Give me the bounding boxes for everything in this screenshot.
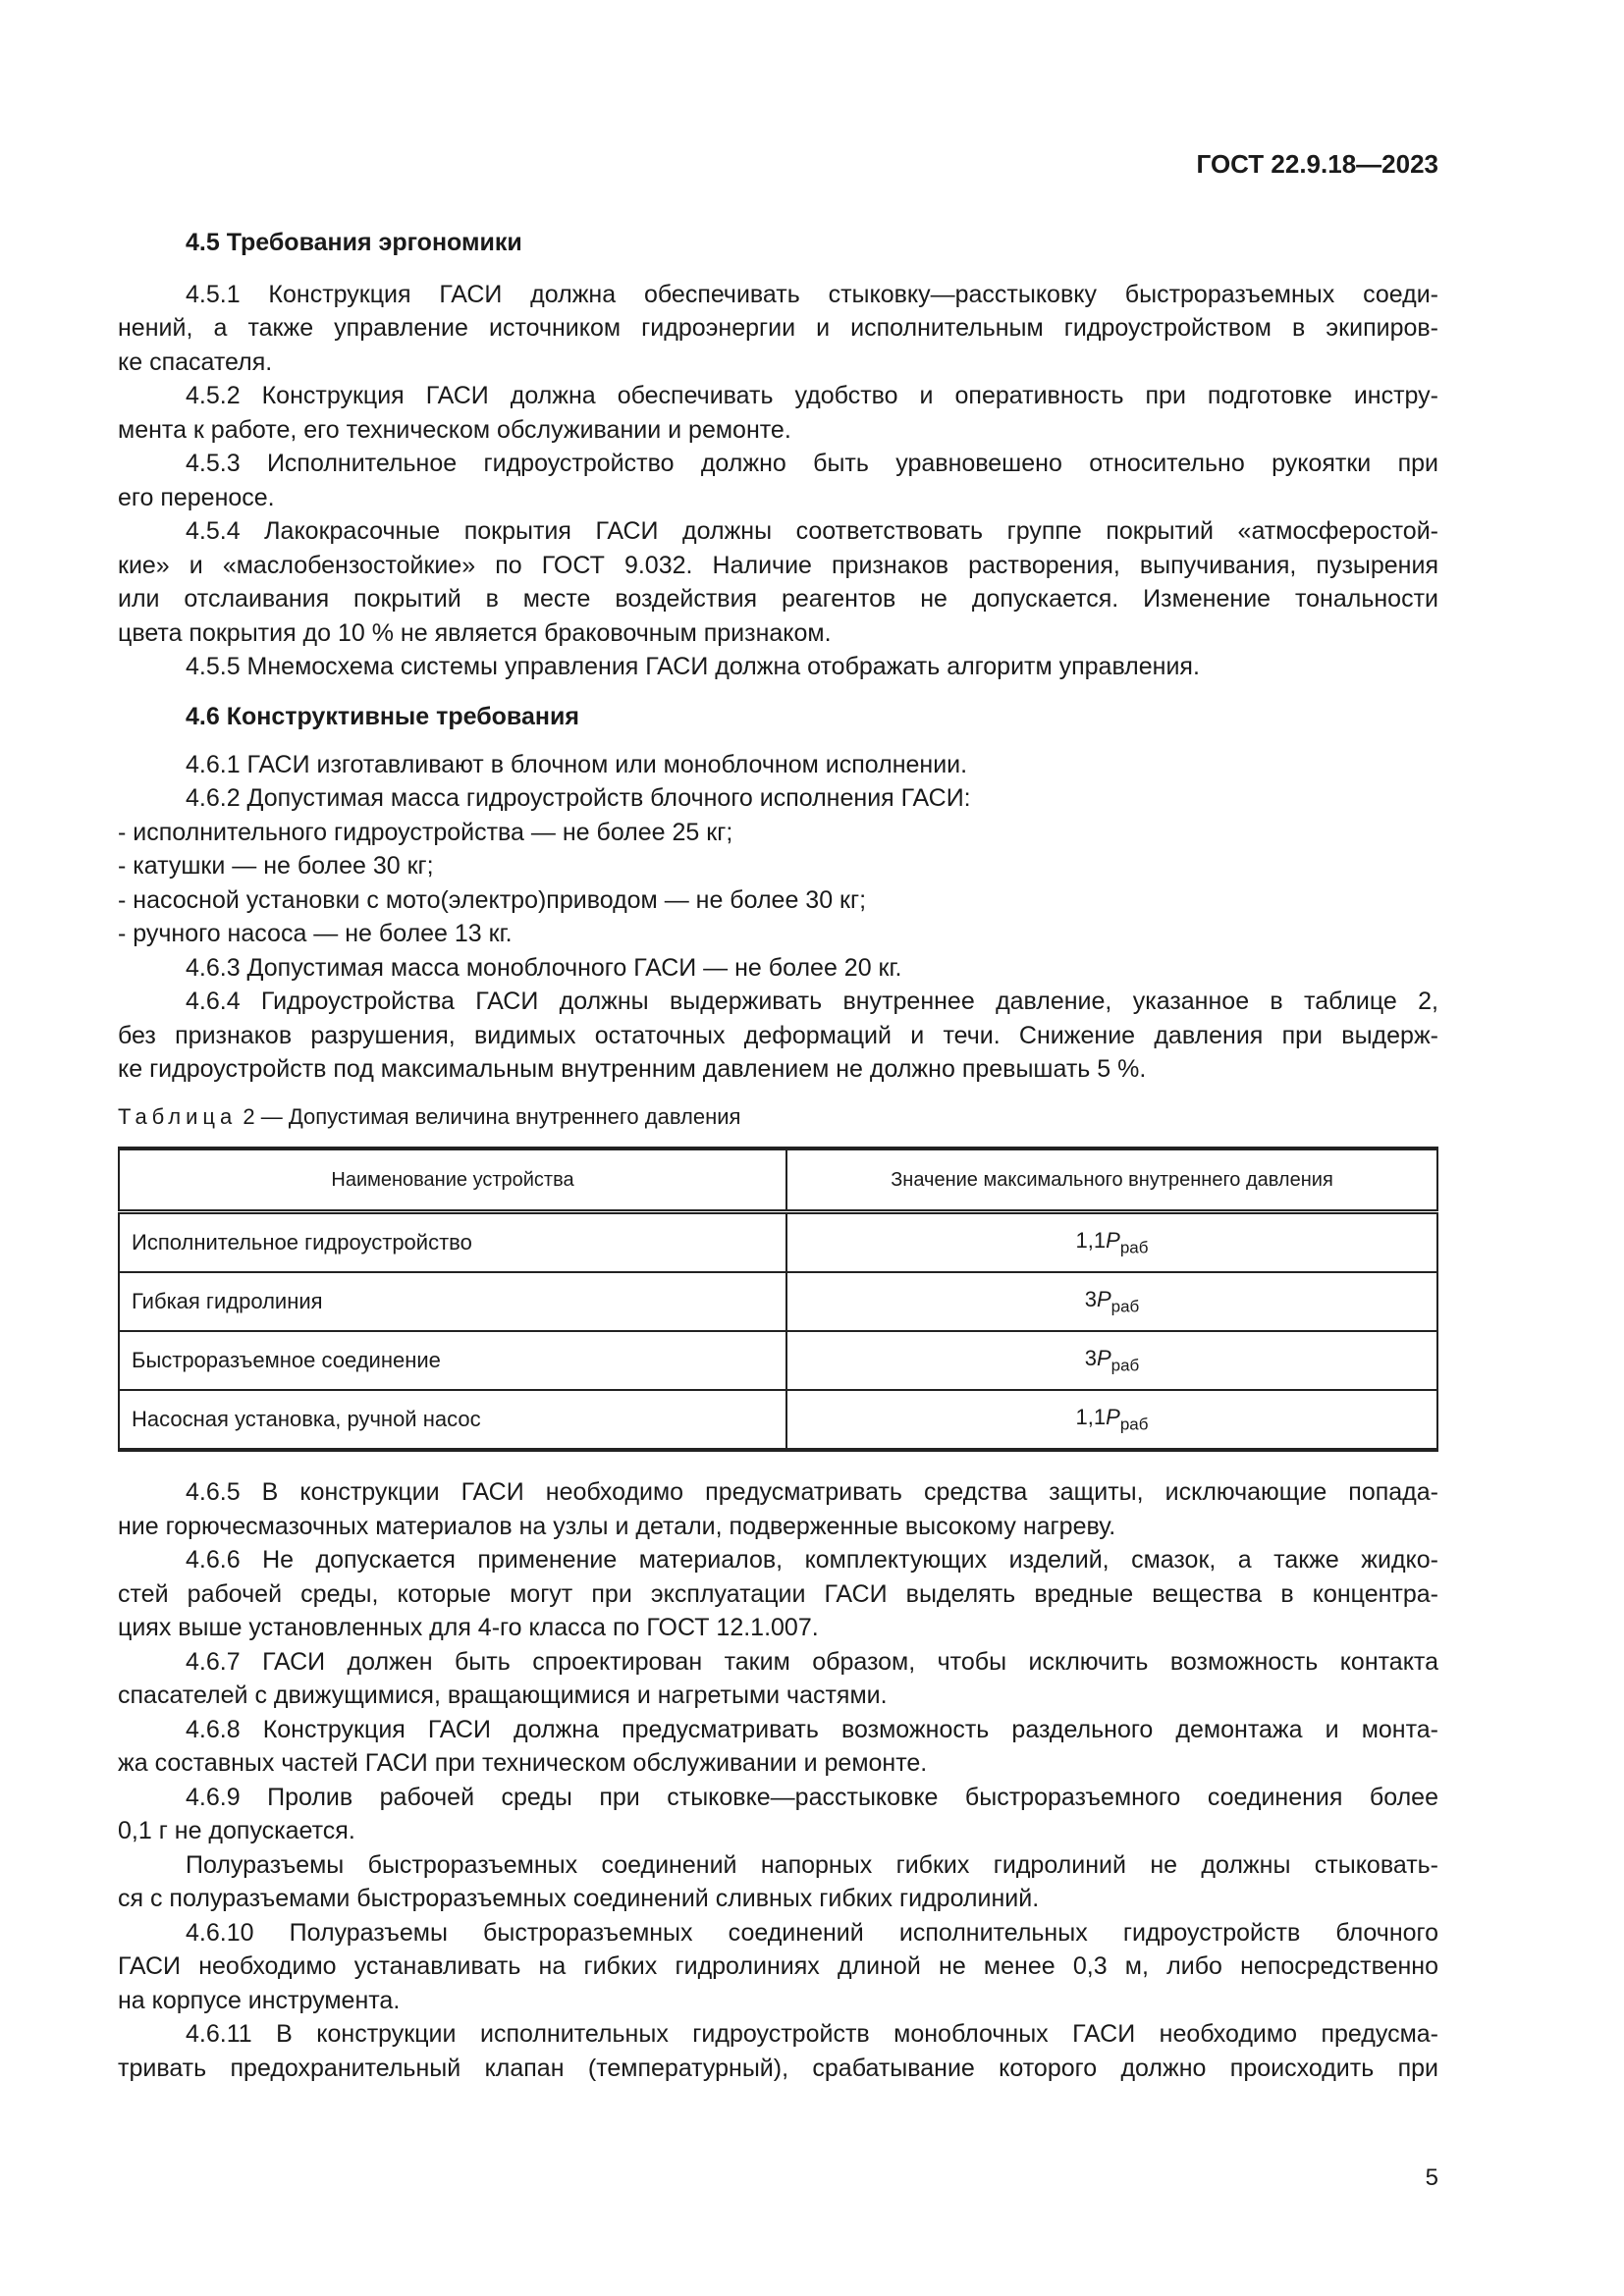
table-caption	[118, 1104, 740, 1130]
text-line: 4.6.11 В конструкции исполнительных гидроустройств моноблочных ГАСИ необходимо предусма-	[186, 2020, 1438, 2048]
text-line: ние горючесмазочных материалов на узлы и детали, подверженные высокому нагреву.	[118, 1512, 1116, 1540]
paragraph	[118, 650, 1438, 684]
paragraph	[118, 514, 1438, 650]
text-line: ГАСИ необходимо устанавливать на гибких гидролиниях длиной не менее 0,3 м, либо непосредственно	[118, 1952, 1438, 1980]
text-line: мента к работе, его техническом обслуживании и ремонте.	[118, 415, 791, 444]
paragraph	[118, 985, 1438, 1087]
pressure-symbol: P	[1106, 1404, 1120, 1429]
text-line: его переносе.	[118, 483, 275, 511]
text-line: без признаков разрушения, видимых остаточных деформаций и течи. Снижение давления при выдерж-	[118, 1021, 1438, 1049]
text-line: ке спасателя.	[118, 347, 273, 376]
paragraph	[118, 1645, 1438, 1713]
text-line: 4.6.6 Не допускается применение материалов, комплектующих изделий, смазок, а также жидко-	[186, 1546, 1438, 1574]
pressure-coefficient: 3	[1084, 1286, 1097, 1311]
text-line: на корпусе инструмента.	[118, 1986, 401, 2014]
max-pressure	[786, 1390, 1437, 1450]
max-pressure	[786, 1272, 1437, 1331]
paragraph	[118, 1781, 1438, 1848]
text-line: спасателей с движущимися, вращающимися и нагретыми частями.	[118, 1682, 888, 1709]
text-line: 4.5.5 Мнемосхема системы управления ГАСИ должна отображать алгоритм управления.	[186, 653, 1200, 680]
text-line: 0,1 г не допускается.	[118, 1817, 355, 1844]
pressure-symbol: P	[1096, 1286, 1111, 1311]
paragraph	[118, 278, 1438, 380]
device-name: Гибкая гидролиния	[119, 1272, 786, 1331]
column-header: Значение максимального внутреннего давления	[786, 1148, 1437, 1212]
device-name: Быстроразъемное соединение	[119, 1331, 786, 1390]
text-line: циях выше установленных для 4-го класса по ГОСТ 12.1.007.	[118, 1614, 819, 1641]
pressure-table	[118, 1147, 1438, 1452]
text-line: 4.6.9 Пролив рабочей среды при стыковке—расстыковке быстроразъемного соединения более	[186, 1783, 1438, 1811]
text-line: 4.6.5 В конструкции ГАСИ необходимо предусматривать средства защиты, исключающие попада-	[186, 1478, 1438, 1506]
text-line: 4.6.1 ГАСИ изготавливают в блочном или моноблочном исполнении.	[186, 750, 968, 778]
list-item: - ручного насоса — не более 13 кг.	[118, 920, 513, 947]
text-line: 4.5.1 Конструкция ГАСИ должна обеспечивать стыковку—расстыковку быстроразъемных соеди-	[186, 280, 1438, 308]
table-row	[119, 1331, 1437, 1390]
text-line: 4.5.2 Конструкция ГАСИ должна обеспечивать удобство и оперативность при подготовке инстру-	[186, 382, 1438, 409]
pressure-coefficient: 1,1	[1075, 1227, 1107, 1253]
paragraph	[118, 447, 1438, 514]
table-caption-label: Таблица	[118, 1104, 238, 1129]
pressure-symbol: P	[1106, 1227, 1120, 1253]
paragraph	[118, 1916, 1438, 2018]
text-line: 4.6.4 Гидроустройства ГАСИ должны выдерживать внутреннее давление, указанное в таблице 2,	[186, 988, 1438, 1015]
paragraph	[118, 2017, 1438, 2085]
pressure-subscript: раб	[1110, 1297, 1140, 1316]
text-line: ке гидроустройств под максимальным внутренним давлением не должно превышать 5 %.	[118, 1055, 1147, 1083]
device-name: Исполнительное гидроустройство	[119, 1212, 786, 1273]
pressure-subscript: раб	[1110, 1356, 1140, 1375]
section-4-5	[118, 226, 1438, 684]
paragraph	[118, 1713, 1438, 1781]
text-line: 4.6.2 Допустимая масса гидроустройств блочного исполнения ГАСИ:	[186, 784, 971, 812]
text-line: нений, а также управление источником гидроэнергии и исполнительным гидроустройством в экипиров-	[118, 314, 1438, 342]
list-item: - насосной установки с мото(электро)приводом — не более 30 кг;	[118, 885, 867, 914]
text-line: или отслаивания покрытий в месте воздействия реагентов не допускается. Изменение тональности	[118, 585, 1438, 613]
text-line: 4.5.3 Исполнительное гидроустройство должно быть уравновешено относительно рукоятки при	[186, 450, 1438, 477]
column-header: Наименование устройства	[119, 1148, 786, 1212]
table-caption-text: 2 — Допустимая величина внутреннего давления	[243, 1104, 741, 1129]
pressure-subscript: раб	[1119, 1415, 1149, 1434]
paragraph	[118, 748, 1438, 782]
table-row	[119, 1390, 1437, 1450]
paragraph	[118, 379, 1438, 447]
text-line: 4.5.4 Лакокрасочные покрытия ГАСИ должны соответствовать группе покрытий «атмосферостой-	[186, 517, 1438, 545]
text-line: кие» и «маслобензостойкие» по ГОСТ 9.032. Наличие признаков растворения, выпучивания, пузырения	[118, 551, 1438, 579]
max-pressure	[786, 1212, 1437, 1273]
text-line: стей рабочей среды, которые могут при эксплуатации ГАСИ выделять вредные вещества в концентра-	[118, 1579, 1438, 1608]
device-name: Насосная установка, ручной насос	[119, 1390, 786, 1450]
text-line: 4.6.10 Полуразъемы быстроразъемных соединений исполнительных гидроустройств блочного	[186, 1918, 1438, 1947]
pressure-symbol: P	[1096, 1345, 1111, 1370]
paragraph	[118, 781, 1438, 816]
max-pressure	[786, 1331, 1437, 1390]
paragraph	[118, 951, 1438, 986]
text-line: цвета покрытия до 10 % не является браковочным признаком.	[118, 618, 832, 647]
paragraph	[118, 1543, 1438, 1645]
pressure-coefficient: 1,1	[1075, 1404, 1107, 1429]
text-line: жа составных частей ГАСИ при техническом обслуживании и ремонте.	[118, 1749, 928, 1777]
text-line: 4.6.8 Конструкция ГАСИ должна предусматривать возможность раздельного демонтажа и монта-	[186, 1715, 1438, 1743]
table-row	[119, 1272, 1437, 1331]
paragraph	[118, 1848, 1438, 1916]
pressure-coefficient: 3	[1084, 1345, 1097, 1370]
section-heading: 4.5 Требования эргономики	[186, 229, 522, 256]
paragraph	[118, 1475, 1438, 1543]
text-line: 4.6.3 Допустимая масса моноблочного ГАСИ — не более 20 кг.	[186, 953, 902, 982]
text-line: тривать предохранительный клапан (температурный), срабатывание которого должно происходить при	[118, 2054, 1438, 2082]
section-4-6	[118, 700, 1438, 1087]
table-row	[119, 1212, 1437, 1273]
page-number: 5	[1425, 2164, 1438, 2191]
text-line: ся с полуразъемами быстроразъемных соединений сливных гибких гидролиний.	[118, 1885, 1040, 1912]
list-item: - катушки — не более 30 кг;	[118, 852, 434, 880]
section-heading: 4.6 Конструктивные требования	[186, 703, 579, 730]
list-item: - исполнительного гидроустройства — не более 25 кг;	[118, 818, 733, 846]
pressure-subscript: раб	[1119, 1238, 1149, 1257]
table-header-row	[119, 1148, 1437, 1212]
text-line: 4.6.7 ГАСИ должен быть спроектирован таким образом, чтобы исключить возможность контакта	[186, 1647, 1438, 1676]
text-line: Полуразъемы быстроразъемных соединений напорных гибких гидролиний не должны стыковать-	[186, 1850, 1438, 1879]
section-4-6-continued	[118, 1475, 1438, 2085]
document-id: ГОСТ 22.9.18—2023	[1196, 149, 1438, 179]
